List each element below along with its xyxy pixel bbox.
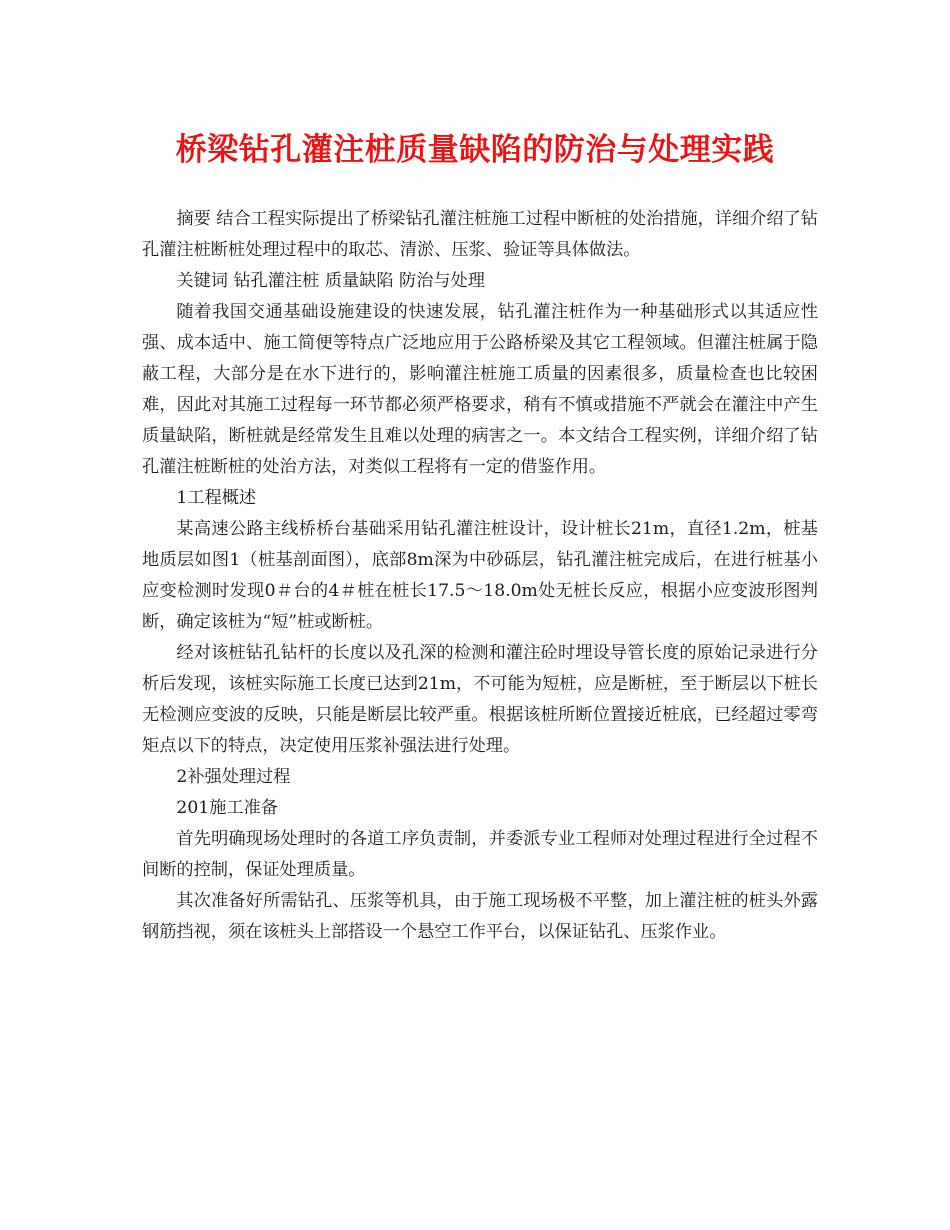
section-1-paragraph-1: 某高速公路主线桥桥台基础采用钻孔灌注桩设计，设计桩长21m，直径1.2m，桩基地质层如图1（桩基剖面图），底部8m深为中砂砾层，钻孔灌注桩完成后，在进行桩基小应变检测时发现0＃台的4＃桩在桩长17.5～18.0m处无桩长反应，根据小应变波形图判断，确定该桩为“短”桩或断桩。 — [142, 519, 818, 632]
keywords-line: 关键词 钻孔灌注桩 质量缺陷 防治与处理 — [176, 271, 485, 291]
intro-paragraph: 随着我国交通基础设施建设的快速发展，钻孔灌注桩作为一种基础形式以其适应性强、成本适中、施工简便等特点广泛地应用于公路桥梁及其它工程领域。但灌注桩属于隐蔽工程，大部分是在水下进行的，影响灌注桩施工质量的因素很多，质量检查也比较困难，因此对其施工过程每一环节都必须严格要求，稍有不慎或措施不严就会在灌注中产生质量缺陷，断桩就是经常发生且难以处理的病害之一。本文结合工程实例，详细介绍了钻孔灌注桩断桩的处治方法，对类似工程将有一定的借鉴作用。 — [142, 302, 818, 477]
section-2-paragraph-2: 其次准备好所需钻孔、压浆等机具，由于施工现场极不平整，加上灌注桩的桩头外露钢筋挡视，须在该桩头上部搭设一个悬空工作平台，以保证钻孔、压浆作业。 — [142, 891, 818, 942]
section-2-heading: 2补强处理过程 — [176, 767, 291, 787]
document-title: 桥梁钻孔灌注桩质量缺陷的防治与处理实践 — [175, 132, 775, 168]
abstract-paragraph: 摘要 结合工程实际提出了桥梁钻孔灌注桩施工过程中断桩的处治措施，详细介绍了钻孔灌注桩断桩处理过程中的取芯、清淤、压浆、验证等具体做法。 — [142, 209, 818, 260]
section-1-paragraph-2: 经对该桩钻孔钻杆的长度以及孔深的检测和灌注砼时埋设导管长度的原始记录进行分析后发现，该桩实际施工长度已达到21m，不可能为短桩，应是断桩，至于断层以下桩长无检测应变波的反映，只能是断层比较严重。根据该桩所断位置接近桩底，已经超过零弯矩点以下的特点，决定使用压浆补强法进行处理。 — [142, 643, 818, 756]
document-body — [142, 204, 818, 948]
section-2-paragraph-1: 首先明确现场处理时的各道工序负责制，并委派专业工程师对处理过程进行全过程不间断的控制，保证处理质量。 — [142, 829, 818, 880]
section-2-1-heading: 201施工准备 — [176, 798, 278, 818]
section-1-heading: 1工程概述 — [176, 488, 257, 508]
